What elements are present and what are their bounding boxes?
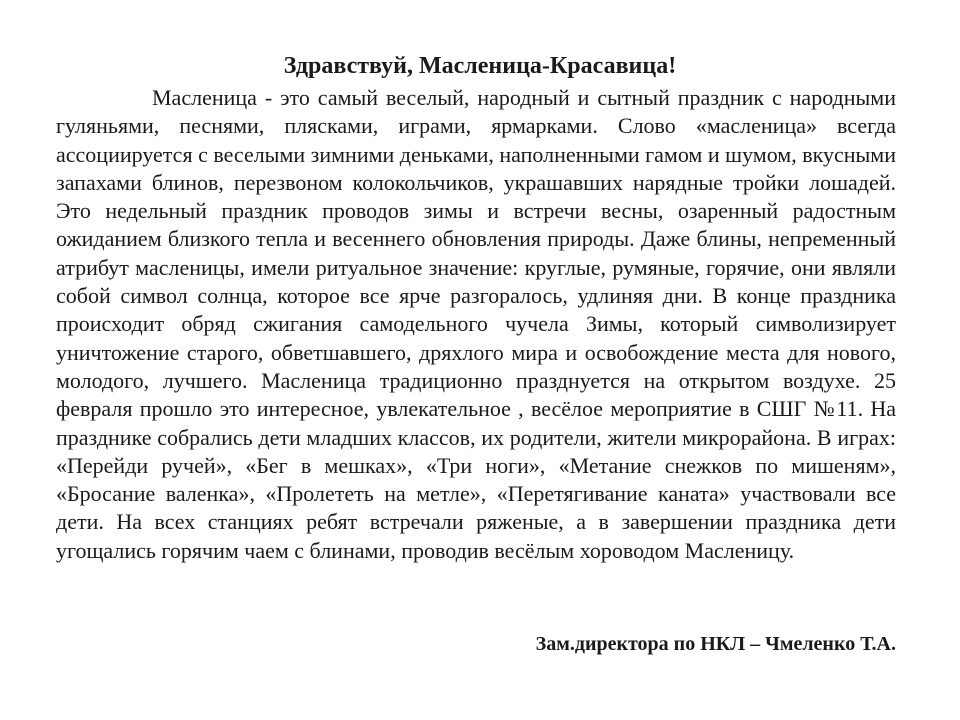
document-body: Масленица - это самый веселый, народный и сытный праздник с народными гуляньями, песнями, плясками, играми, ярмарками. Слово «масленица» всегда ассоциируется с веселыми зимними деньками, наполненными гамом и шумом, вкусными запахами блинов, перезвоном колокольчиков, украшавших нарядные тройки лошадей. Это недельный праздник проводов зимы и встречи весны, озаренный радостным ожиданием близкого тепла и весеннего обновления природы. Даже блины, непременный атрибут масленицы, имели ритуальное значение: круглые, румяные, горячие, они являли собой символ солнца, которое все ярче разгоралось, удлиняя дни. В конце праздника происходит обряд сжигания самодельного чучела Зимы, который символизирует уничтожение старого, обветшавшего, дряхлого мира и освобождение места для нового, молодого, лучшего. Масленица традиционно празднуется на открытом воздухе. 25 февраля прошло это интересное, увлекательное , весёлое мероприятие в СШГ №11. На празднике собрались дети младших классов, их родители, жители микрорайона. В играх: «Перейди ручей», «Бег в мешках», «Три ноги», «Метание снежков по мишеням», «Бросание валенка», «Пролететь на метле», «Перетягивание каната» участвовали все дети. На всех станциях ребят встречали ряженые, а в завершении праздника дети угощались горячим чаем с блинами, проводив весёлым хороводом Масленицу. [56, 85, 896, 563]
document-signature: Зам.директора по НКЛ – Чмеленко Т.А. [535, 633, 896, 655]
document-title: Здравствуй, Масленица-Красавица! [283, 53, 677, 79]
